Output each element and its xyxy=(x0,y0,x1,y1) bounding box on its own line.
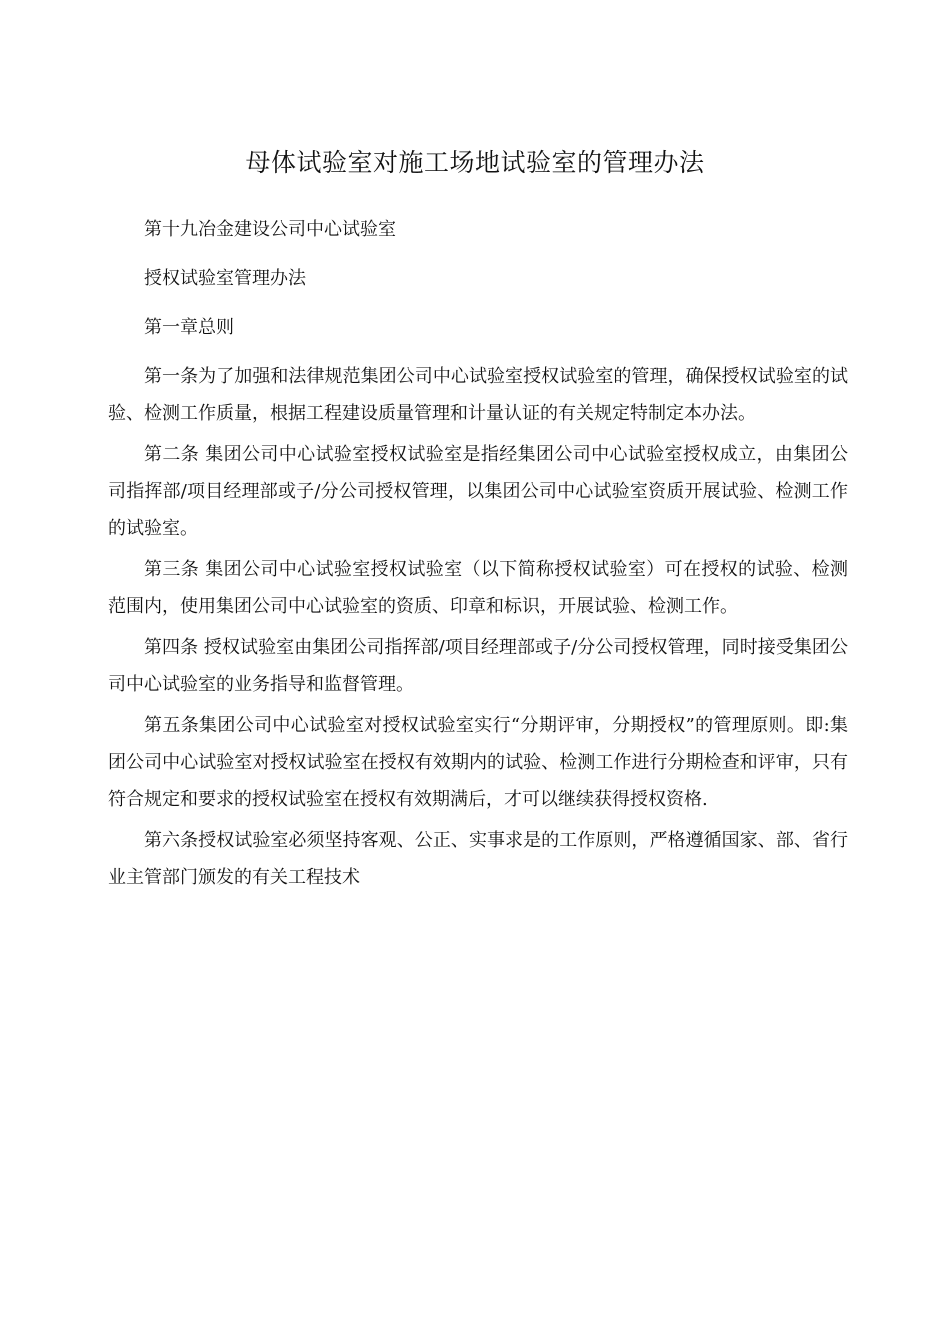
paragraph-article-3: 第三条 集团公司中心试验室授权试验室（以下简称授权试验室）可在授权的试验、检测范围内，使用集团公司中心试验室的资质、印章和标识，开展试验、检测工作。 xyxy=(108,559,848,617)
paragraph-article-4: 第四条 授权试验室由集团公司指挥部/项目经理部或子/分公司授权管理，同时接受集团公司中心试验室的业务指导和监督管理。 xyxy=(108,637,848,695)
document-title: 母体试验室对施工场地试验室的管理办法 xyxy=(245,148,705,177)
document-body xyxy=(108,211,848,900)
paragraph-article-2: 第二条 集团公司中心试验室授权试验室是指经集团公司中心试验室授权成立，由集团公司指挥部/项目经理部或子/分公司授权管理，以集团公司中心试验室资质开展试验、检测工作的试验室。 xyxy=(108,444,848,539)
paragraph-chapter-heading: 第一章总则 xyxy=(144,317,234,338)
paragraph-article-5: 第五条集团公司中心试验室对授权试验室实行“分期评审，分期授权”的管理原则。即:集团公司中心试验室对授权试验室在授权有效期内的试验、检测工作进行分期检查和评审，只有符合规定和要求的授权试验室在授权有效期满后，才可以继续获得授权资格. xyxy=(108,715,848,810)
paragraph-org-name: 第十九冶金建设公司中心试验室 xyxy=(144,219,396,240)
paragraph-article-6: 第六条授权试验室必须坚持客观、公正、实事求是的工作原则，严格遵循国家、部、省行业主管部门颁发的有关工程技术 xyxy=(108,830,848,888)
paragraph-article-1: 第一条为了加强和法律规范集团公司中心试验室授权试验室的管理，确保授权试验室的试验、检测工作质量，根据工程建设质量管理和计量认证的有关规定特制定本办法。 xyxy=(108,366,848,424)
paragraph-subtitle: 授权试验室管理办法 xyxy=(144,268,306,289)
